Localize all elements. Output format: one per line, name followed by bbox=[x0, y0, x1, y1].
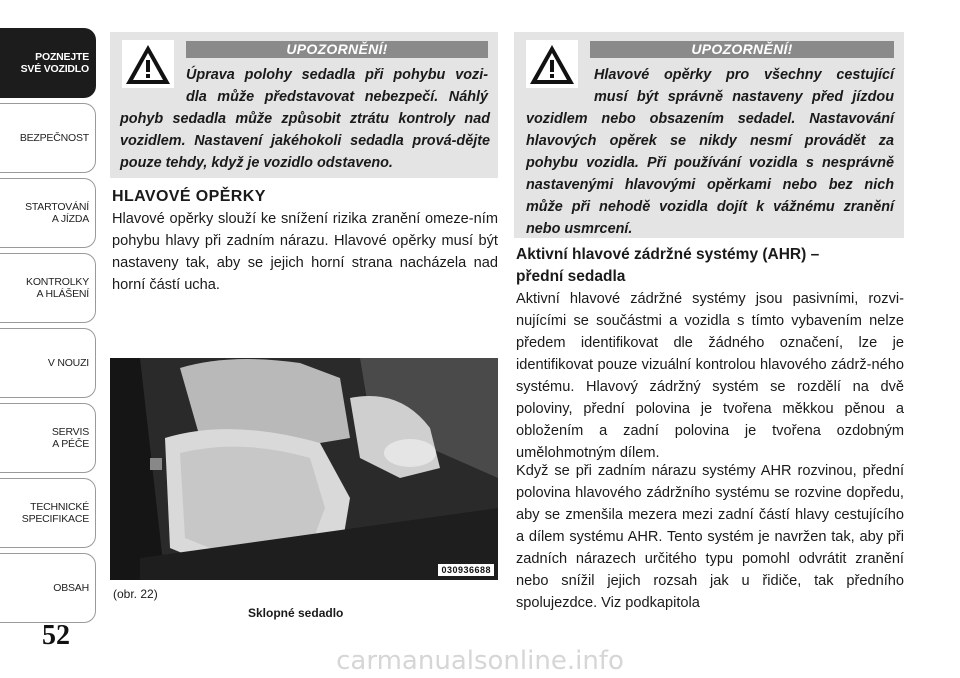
warning-triangle-icon bbox=[122, 40, 174, 88]
tab-label: TECHNICKÉ SPECIFIKACE bbox=[21, 501, 89, 525]
image-code: 030936688 bbox=[438, 564, 494, 576]
warning-box-left bbox=[110, 32, 498, 178]
warning-line-1: Hlavové opěrky pro všechny cestující bbox=[594, 67, 894, 83]
section-paragraph: Hlavové opěrky slouží ke snížení rizika zranění omeze-ním pohybu hlavy při zadním nárazu. Hlavové opěrky musí být nastaveny tak, aby se jejich horní strana nacházela nad horní částí ucha. bbox=[112, 211, 498, 293]
page-number: 52 bbox=[42, 620, 70, 651]
section-heading: HLAVOVÉ OPĚRKY bbox=[112, 188, 266, 205]
tab-startovani[interactable] bbox=[0, 178, 96, 248]
ahr-heading-line-1: Aktivní hlavové zádržné systémy (AHR) – bbox=[516, 246, 820, 263]
tab-v-nouzi[interactable] bbox=[0, 328, 96, 398]
warning-text: pohyb sedadla může způsobit ztrátu kontroly nad vozidlem. Nastavení jakéhokoli sedadla prová-děјte pouze tehdy, když je vozidlo odstaveno. bbox=[120, 111, 490, 171]
tab-servis[interactable] bbox=[0, 403, 96, 473]
warning-line-2: musí být správně nastaveny před jízdou bbox=[594, 89, 894, 105]
ahr-heading-line-2: přední sedadla bbox=[516, 268, 626, 285]
warning-triangle-icon bbox=[526, 40, 578, 88]
figure-caption: Sklopné sedadlo bbox=[248, 606, 344, 620]
warning-line-1: Úprava polohy sedadla při pohybu vozi- bbox=[186, 67, 488, 83]
tab-label: STARTOVÁNÍ A JÍZDA bbox=[25, 201, 89, 225]
watermark: carmanualsonline.info bbox=[336, 646, 624, 676]
tab-label: V NOUZI bbox=[47, 357, 89, 369]
tab-label: SERVIS A PÉČE bbox=[51, 426, 89, 450]
ahr-paragraph-2: Když se při zadním nárazu systémy AHR rozvinou, přední polovina hlavového zádržního systému se rozvine dopředu, aby se zmenšila mezera mezi zadní částí hlavy cestujícího a dílem systému AHR. Tento systém je navržen tak, aby při zadních nárazech určitého typu pomohl odvrátit zranění nebo snížil jejich rozsah jak u řidiče, tak předního spolujezdce. Viz podkapitola bbox=[516, 463, 904, 611]
warning-heading: UPOZORNĚNÍ! bbox=[590, 41, 894, 58]
warning-line-2: dla může představovat nebezpečí. Náhlý bbox=[186, 89, 488, 105]
folding-seat-image bbox=[110, 358, 498, 580]
seat-photo bbox=[110, 358, 498, 580]
warning-heading: UPOZORNĚNÍ! bbox=[186, 41, 488, 58]
figure-ref: (obr. 22) bbox=[113, 587, 158, 601]
tab-label: POZNEJTE SVÉ VOZIDLO bbox=[20, 51, 89, 75]
tab-bezpecnost[interactable] bbox=[0, 103, 96, 173]
tab-kontrolky[interactable] bbox=[0, 253, 96, 323]
ahr-heading bbox=[516, 244, 904, 288]
ahr-paragraph-1: Aktivní hlavové zádržné systémy jsou pasivními, rozvi-nujícími se součástmi a vozidla s tímto vybavením nelze předem identifikovat dle žádného označení, lze je identifikovat pouze vizuální kontrolou hlavového zádrž-ného systému. Hlavový zádržný systém se rozdělí na dvě poloviny, přední polovina je tvořena měkkou pěnou a obložením a zadní polovina je tvořena ozdobným umělohmotným dílem. bbox=[516, 291, 904, 461]
tab-label: OBSAH bbox=[53, 582, 89, 594]
tab-technicke[interactable] bbox=[0, 478, 96, 548]
tab-label: BEZPEČNOST bbox=[19, 132, 89, 144]
tab-label: KONTROLKY A HLÁŠENÍ bbox=[26, 276, 89, 300]
warning-text: vozidlem nebo obsazením sedadel. Nastavování hlavových opěrek se nikdy nesmí provádět za pohybu vozidla. Při používání vozidla s nesprávně nastavenými hlavovými opěrkami nebo bez nich může při nehodě vozidla dojít k vážnému zranění nebo usmrcení. bbox=[526, 111, 894, 237]
warning-box-right bbox=[514, 32, 904, 238]
tab-poznejte[interactable] bbox=[0, 28, 96, 98]
tab-obsah[interactable] bbox=[0, 553, 96, 623]
